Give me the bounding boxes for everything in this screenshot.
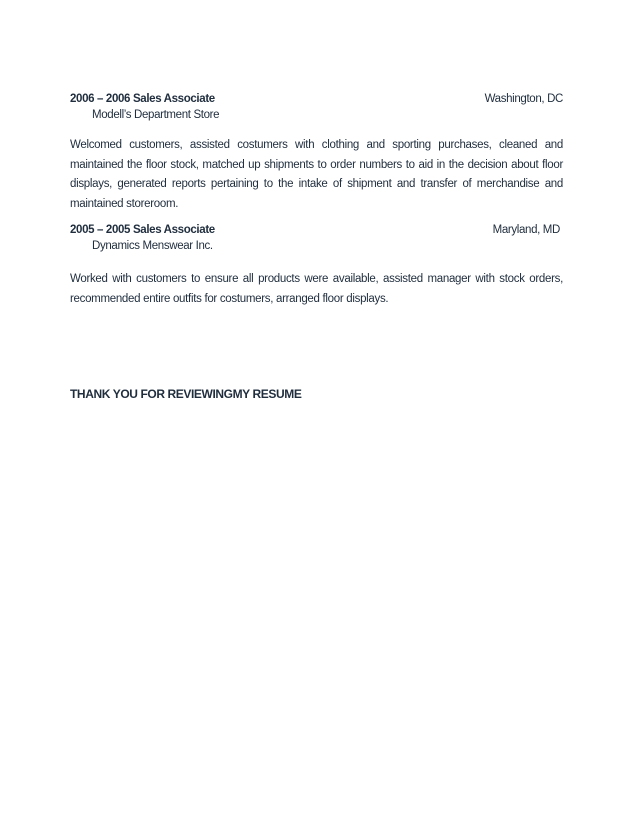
job-employer: Dynamics Menswear Inc.: [92, 240, 213, 252]
job-location: Maryland, MD: [492, 224, 560, 236]
job-header: [70, 222, 563, 238]
job-entry-dynamics-menswear: [70, 222, 563, 254]
job-description: Worked with customers to ensure all products were available, assisted manager with stock orders, recommended entire outfits for costumers, arranged floor displays.: [70, 273, 563, 305]
job-employer: Modell’s Department Store: [92, 109, 220, 121]
job-location: Washington, DC: [484, 93, 563, 105]
job-title: 2006 – 2006 Sales Associate: [70, 93, 215, 105]
job-description: Welcomed customers, assisted costumers with clothing and sporting purchases, cleaned and maintained the floor stock, matched up shipments to order numbers to aid in the decision about floor displays, generated reports pertaining to the intake of shipment and transfer of merchandise and maintained storeroom.: [70, 139, 563, 210]
job-title: 2005 – 2005 Sales Associate: [70, 224, 215, 236]
job-entry-modells: [70, 91, 563, 123]
closing-line: THANK YOU FOR REVIEWINGMY RESUME: [70, 387, 302, 401]
job-header: [70, 91, 563, 107]
